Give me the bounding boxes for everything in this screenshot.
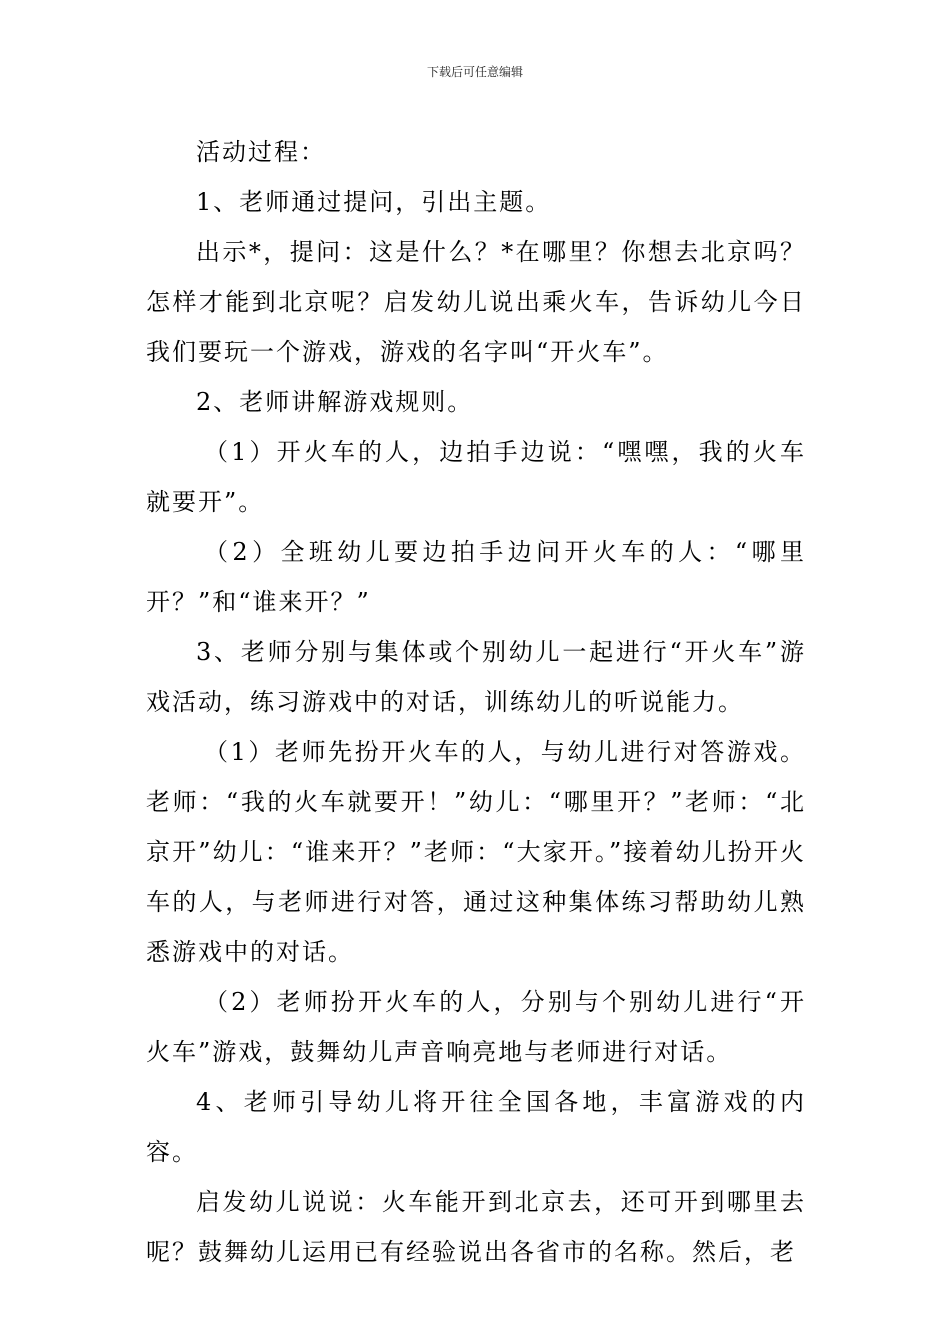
rule-1-paragraph: （1）开火车的人，边拍手边说：“嘿嘿，我的火车就要开”。 — [146, 438, 806, 516]
step-2-heading: 2、老师讲解游戏规则。 — [196, 388, 474, 416]
body-paragraph: 启发幼儿说说：火车能开到北京去，还可开到哪里去呢？鼓舞幼儿运用已有经验说出各省市的名称。然后，老 — [146, 1188, 806, 1266]
step-1-heading: 1、老师通过提问，引出主题。 — [196, 188, 552, 216]
practice-2-paragraph: （2）老师扮开火车的人，分别与个别幼儿进行“开火车”游戏，鼓舞幼儿声音响亮地与老师进行对话。 — [146, 988, 806, 1066]
practice-1-paragraph: （1）老师先扮开火车的人，与幼儿进行对答游戏。老师：“我的火车就要开！”幼儿：“哪里开？”老师：“北京开”幼儿：“谁来开？”老师：“大家开。”接着幼儿扮开火车的人，与老师进行对答，通过这种集体练习帮助幼儿熟悉游戏中的对话。 — [146, 738, 806, 966]
rule-2-paragraph: （2）全班幼儿要边拍手边问开火车的人：“哪里开？”和“谁来开？” — [146, 538, 806, 616]
page-header-note: 下载后可任意编辑 — [426, 65, 523, 79]
section-heading: 活动过程： — [196, 138, 326, 166]
step-3-heading: 3、老师分别与集体或个别幼儿一起进行“开火车”游戏活动，练习游戏中的对话，训练幼儿的听说能力。 — [146, 638, 806, 716]
step-4-heading: 4、老师引导幼儿将开往全国各地，丰富游戏的内容。 — [146, 1088, 806, 1166]
document-body — [146, 127, 806, 1277]
body-paragraph: 出示*，提问：这是什么？*在哪里？你想去北京吗？怎样才能到北京呢？启发幼儿说出乘火车，告诉幼儿今日我们要玩一个游戏，游戏的名字叫“开火车”。 — [146, 238, 806, 366]
